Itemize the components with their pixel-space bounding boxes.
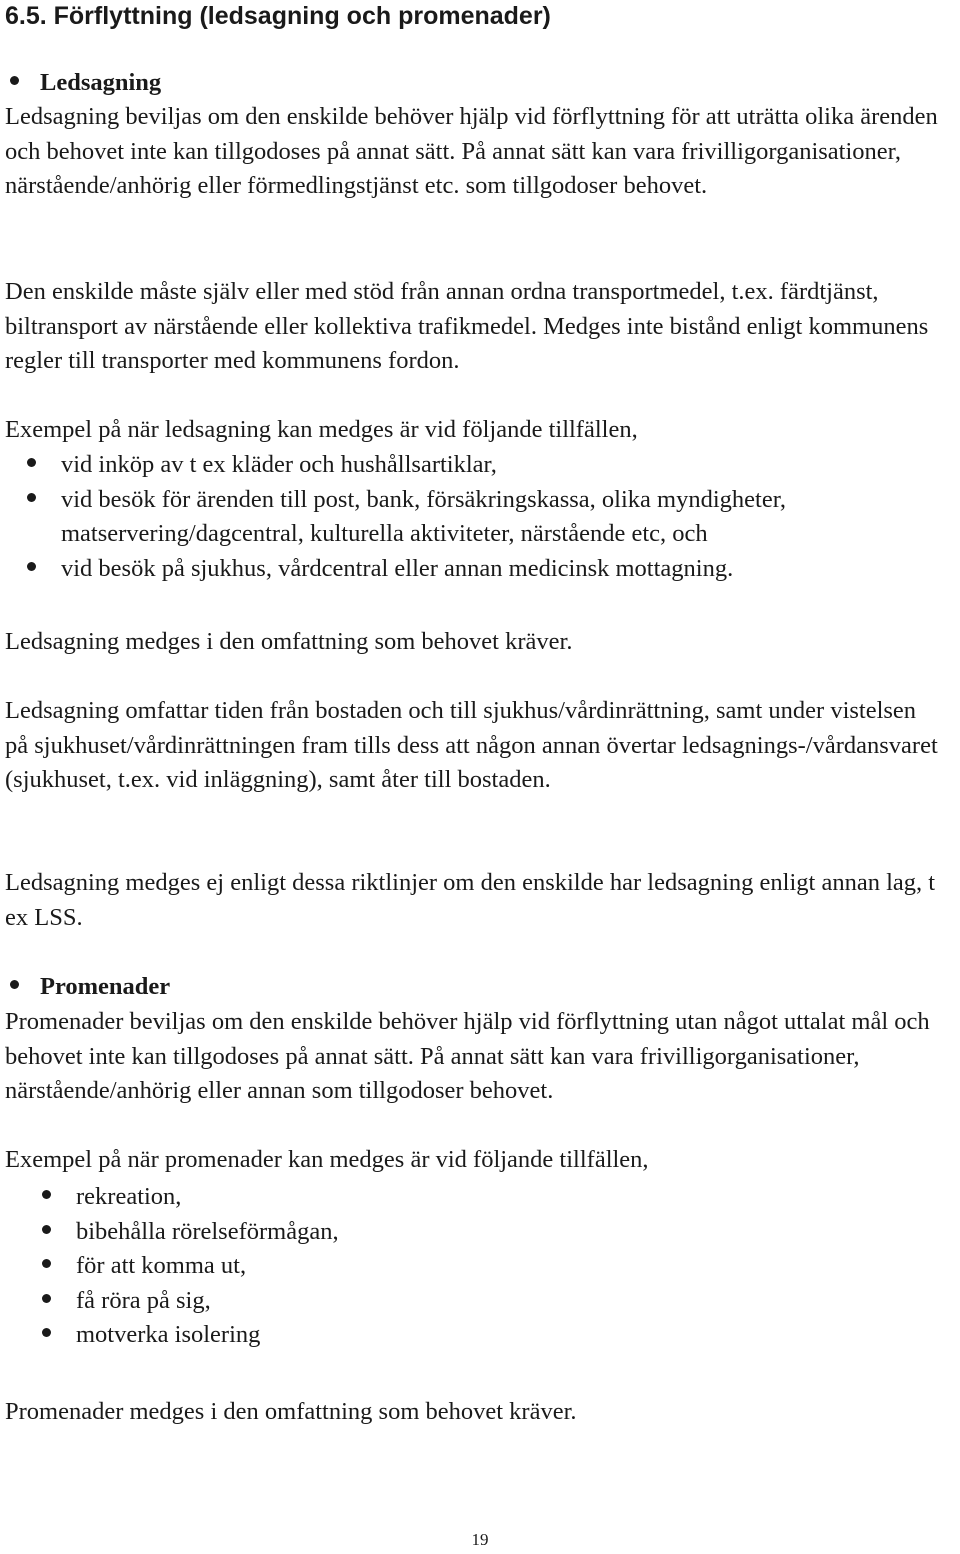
list-item: rekreation, [0,1180,960,1215]
ledsagning-title-row [0,66,960,101]
bullet-icon [27,458,36,467]
list-item: få röra på sig, [0,1284,960,1319]
bullet-icon [10,76,19,85]
bullet-icon [42,1225,51,1234]
list-item: vid besök på sjukhus, vårdcentral eller annan medicinsk mottagning. [0,552,960,587]
ledsagning-transport: Den enskilde måste själv eller med stöd från annan ordna transportmedel, t.ex. färdtjänst, biltransport av närstående eller kollektiva trafikmedel. Medges inte bistånd enligt kommunens regler till transporter med kommunens fordon. [5,278,929,374]
list-item: bibehålla rörelseförmågan, [0,1215,960,1250]
bullet-icon [42,1190,51,1199]
bullet-icon [42,1294,51,1303]
ledsagning-scope: Ledsagning medges i den omfattning som behovet kräver. [5,628,573,655]
promenader-intro: Promenader beviljas om den enskilde behöver hjälp vid förflyttning utan något uttalat mål och behovet inte kan tillgodoses på annat sätt. På annat sätt kan vara frivilligorganisationer, närstående/anhörig eller annan som tillgodoser behovet. [5,1008,930,1104]
promenader-examples-intro: Exempel på när promenader kan medges är vid följande tillfällen, [5,1146,649,1173]
promenader-title-row [0,970,960,1005]
promenader-scope: Promenader medges i den omfattning som behovet kräver. [5,1398,577,1425]
bullet-icon [10,980,19,989]
list-item: motverka isolering [0,1318,960,1353]
ledsagning-examples-intro: Exempel på när ledsagning kan medges är vid följande tillfällen, [5,416,638,443]
bullet-icon [42,1259,51,1268]
section-heading: 6.5. Förflyttning (ledsagning och promenader) [5,2,551,30]
page-number: 19 [471,1530,489,1549]
bullet-icon [27,562,36,571]
ledsagning-examples-list [0,448,960,586]
list-item: för att komma ut, [0,1249,960,1284]
bullet-icon [42,1328,51,1337]
ledsagning-covers: Ledsagning omfattar tiden från bostaden och till sjukhus/vårdinrättning, samt under vistelsen på sjukhuset/vårdinrättningen fram tills dess att någon annan övertar ledsagnings-/vårdansvaret (sjukhuset, t.ex. vid inläggning), samt åter till bostaden. [5,697,938,793]
ledsagning-lss: Ledsagning medges ej enligt dessa riktlinjer om den enskilde har ledsagning enligt annan lag, t ex LSS. [5,869,936,931]
ledsagning-title: Ledsagning [40,69,162,96]
promenader-title: Promenader [40,973,171,1000]
list-item: vid inköp av t ex kläder och hushållsartiklar, [0,448,960,483]
promenader-examples-list [0,1180,960,1353]
list-item: vid besök för ärenden till post, bank, försäkringskassa, olika myndigheter, matservering/dagcentral, kulturella aktiviteter, närstående etc, och [0,483,960,552]
bullet-icon [27,493,36,502]
ledsagning-intro: Ledsagning beviljas om den enskilde behöver hjälp vid förflyttning för att uträtta olika ärenden och behovet inte kan tillgodoses på annat sätt. På annat sätt kan vara frivilligorganisationer, närstående/anhörig eller förmedlingstjänst etc. som tillgodoser behovet. [5,103,938,199]
